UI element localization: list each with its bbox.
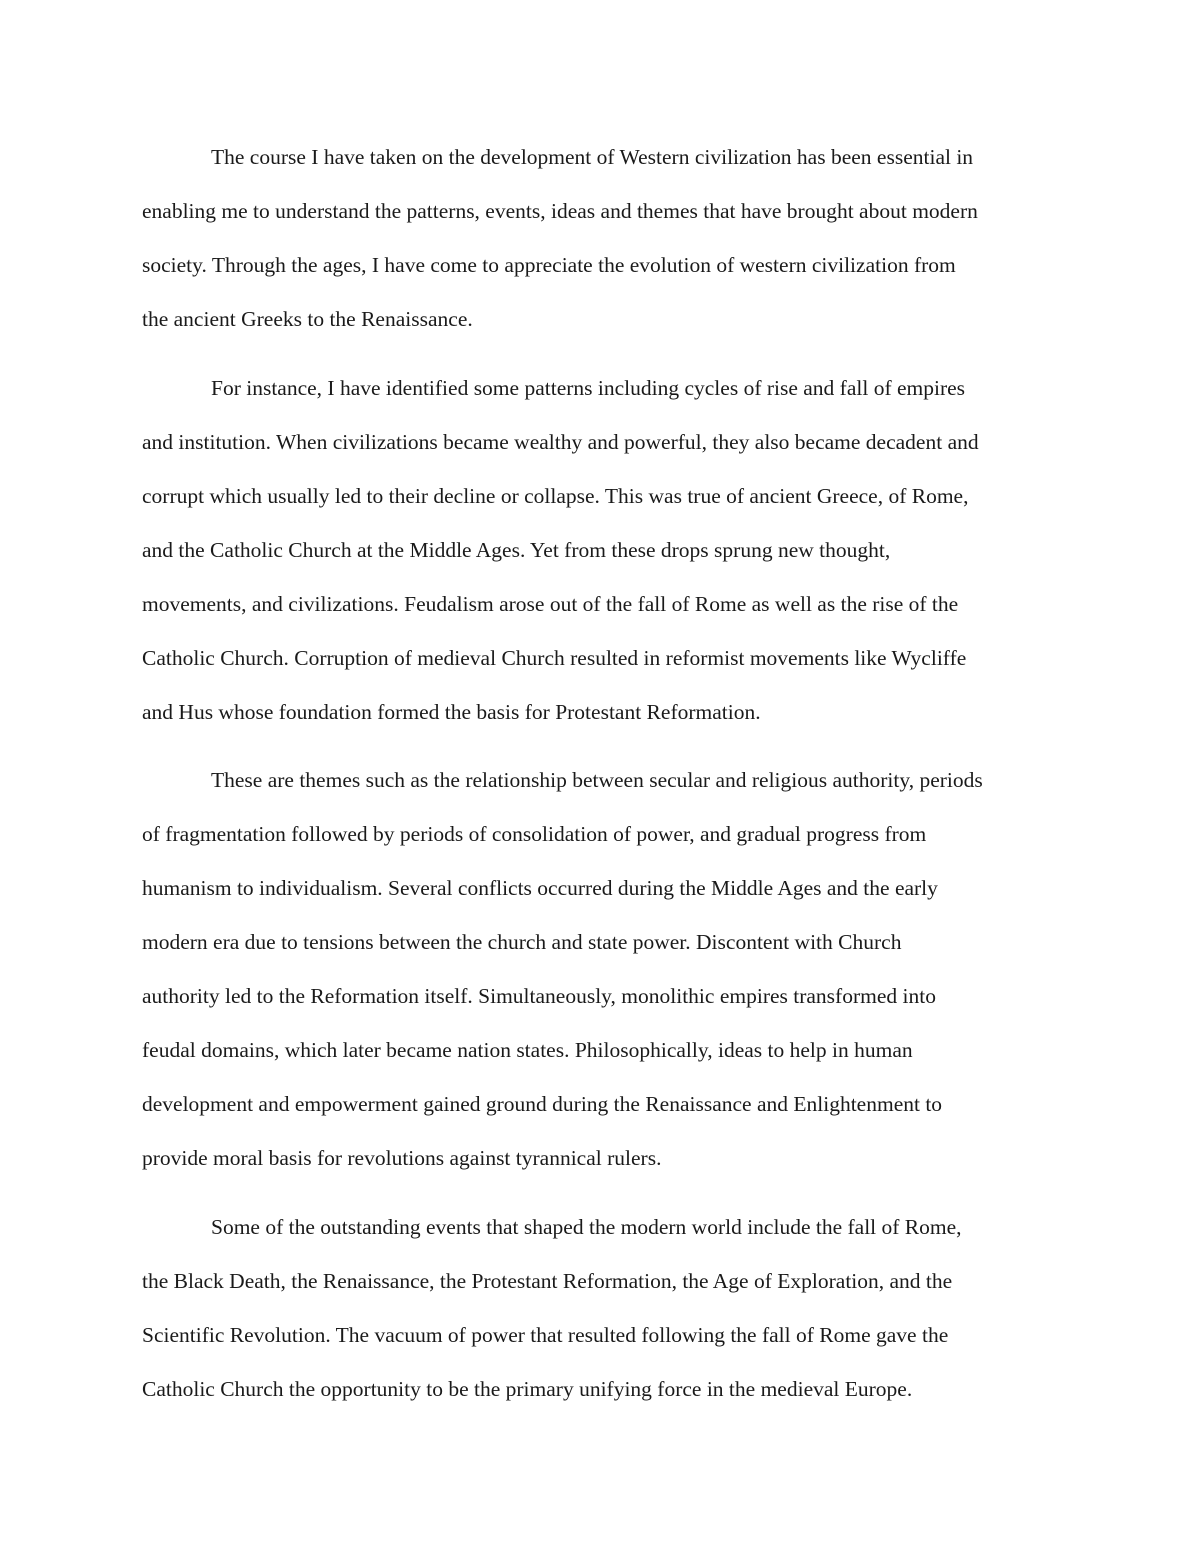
paragraph-line: These are themes such as the relationship between secular and religious authority, periods xyxy=(211,768,983,792)
paragraph-line: humanism to individualism. Several conflicts occurred during the Middle Ages and the early xyxy=(142,876,938,900)
paragraph-line: enabling me to understand the patterns, events, ideas and themes that have brought about modern xyxy=(142,199,978,223)
paragraph-line: Scientific Revolution. The vacuum of power that resulted following the fall of Rome gave the xyxy=(142,1322,949,1347)
paragraph-line: movements, and civilizations. Feudalism arose out of the fall of Rome as well as the rise of the xyxy=(142,591,959,616)
paragraph-2 xyxy=(142,361,1060,739)
paragraph-line: the ancient Greeks to the Renaissance. xyxy=(142,307,473,331)
paragraph-line: the Black Death, the Renaissance, the Protestant Reformation, the Age of Exploration, and the xyxy=(142,1268,953,1293)
paragraph-line: and institution. When civilizations became wealthy and powerful, they also became decadent and xyxy=(142,429,979,454)
paragraph-1 xyxy=(142,130,1060,346)
paragraph-line: society. Through the ages, I have come to appreciate the evolution of western civilization from xyxy=(142,253,956,277)
paragraph-line: Catholic Church the opportunity to be the primary unifying force in the medieval Europe. xyxy=(142,1376,913,1401)
paragraph-line: development and empowerment gained ground during the Renaissance and Enlightenment to xyxy=(142,1092,943,1116)
paragraph-line: feudal domains, which later became nation states. Philosophically, ideas to help in human xyxy=(142,1038,913,1062)
paragraph-line: modern era due to tensions between the church and state power. Discontent with Church xyxy=(142,930,902,954)
paragraph-4 xyxy=(142,1200,1060,1416)
paragraph-line: Catholic Church. Corruption of medieval Church resulted in reformist movements like Wycliffe xyxy=(142,645,967,670)
paragraph-line: corrupt which usually led to their decline or collapse. This was true of ancient Greece, of Rome, xyxy=(142,483,969,508)
essay-body xyxy=(142,130,1060,1430)
paragraph-3 xyxy=(142,753,1060,1185)
paragraph-line: and Hus whose foundation formed the basis for Protestant Reformation. xyxy=(142,699,761,724)
paragraph-line: of fragmentation followed by periods of consolidation of power, and gradual progress from xyxy=(142,822,927,846)
paragraph-line: Some of the outstanding events that shaped the modern world include the fall of Rome, xyxy=(211,1214,962,1239)
paragraph-line: For instance, I have identified some patterns including cycles of rise and fall of empires xyxy=(211,375,966,400)
paragraph-line: provide moral basis for revolutions against tyrannical rulers. xyxy=(142,1146,662,1170)
paragraph-line: authority led to the Reformation itself. Simultaneously, monolithic empires transformed into xyxy=(142,984,936,1008)
paragraph-line: and the Catholic Church at the Middle Ages. Yet from these drops sprung new thought, xyxy=(142,537,891,562)
paragraph-line: The course I have taken on the development of Western civilization has been essential in xyxy=(211,145,974,169)
